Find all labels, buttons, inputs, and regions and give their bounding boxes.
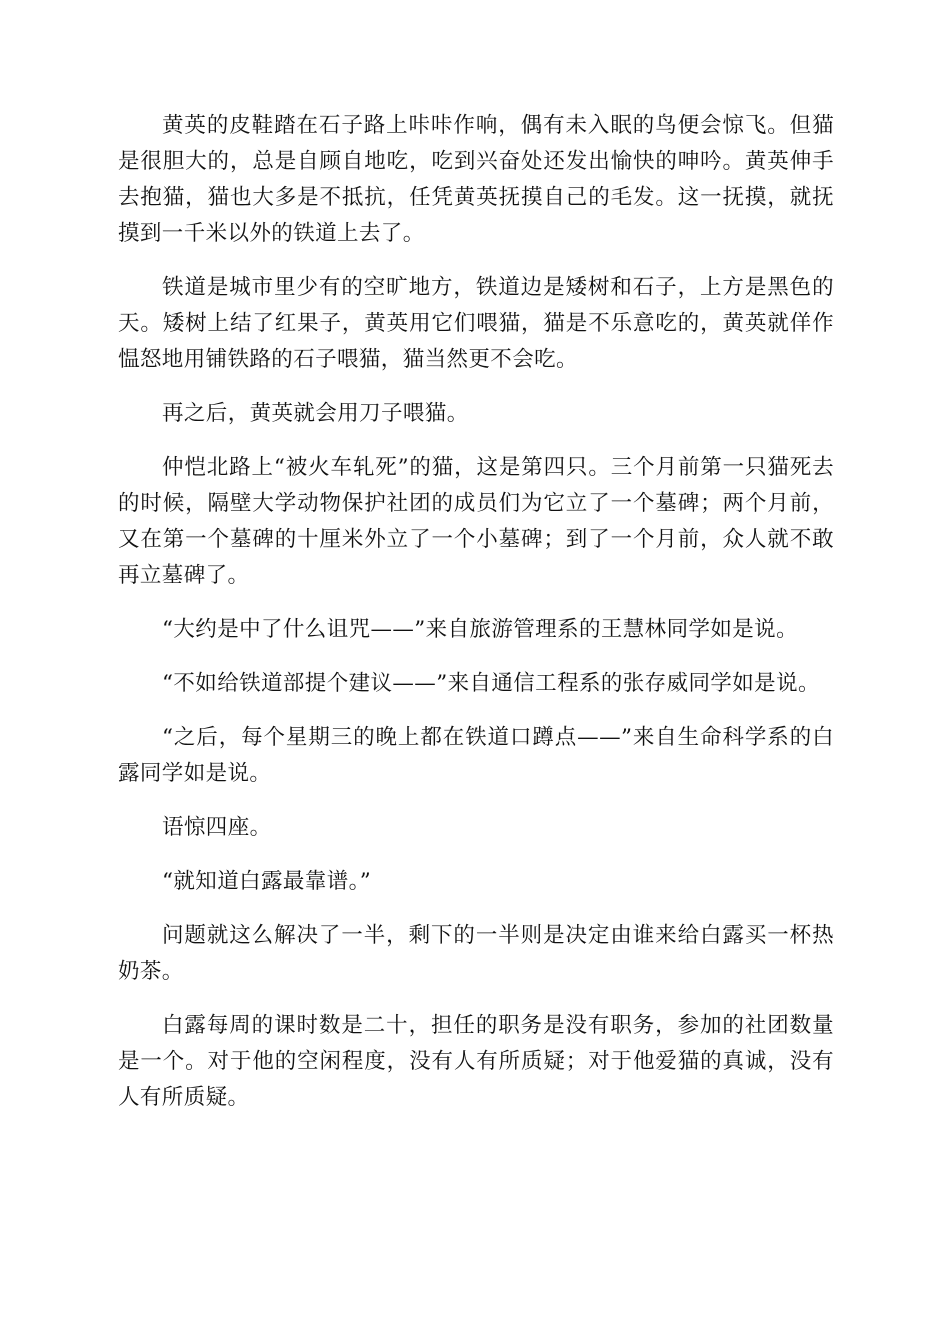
paragraph-3: 再之后，黄英就会用刀子喂猫。 bbox=[162, 401, 469, 426]
document-page bbox=[118, 108, 834, 1134]
paragraph-9: “就知道白露最靠谱。” bbox=[162, 869, 372, 894]
paragraph-7: “之后，每个星期三的晚上都在铁道口蹲点——”来自生命科学系的白露同学如是说。 bbox=[118, 725, 834, 786]
paragraph-5: “大约是中了什么诅咒——”来自旅游管理系的王慧林同学如是说。 bbox=[162, 617, 798, 642]
paragraph-1: 黄英的皮鞋踏在石子路上咔咔作响，偶有未入眠的鸟便会惊飞。但猫是很胆大的，总是自顾自地吃，吃到兴奋处还发出愉快的呻吟。黄英伸手去抱猫，猫也大多是不抵抗，任凭黄英抚摸自己的毛发。这一抚摸，就抚摸到一千米以外的铁道上去了。 bbox=[118, 113, 834, 246]
paragraph-2: 铁道是城市里少有的空旷地方，铁道边是矮树和石子，上方是黑色的天。矮树上结了红果子，黄英用它们喂猫，猫是不乐意吃的，黄英就佯作愠怒地用铺铁路的石子喂猫，猫当然更不会吃。 bbox=[118, 275, 834, 372]
paragraph-10: 问题就这么解决了一半，剩下的一半则是决定由谁来给白露买一杯热奶茶。 bbox=[118, 923, 834, 984]
paragraph-11: 白露每周的课时数是二十，担任的职务是没有职务，参加的社团数量是一个。对于他的空闲程度，没有人有所质疑；对于他爱猫的真诚，没有人有所质疑。 bbox=[118, 1013, 834, 1110]
paragraph-4: 仲恺北路上“被火车轧死”的猫，这是第四只。三个月前第一只猫死去的时候，隔壁大学动物保护社团的成员们为它立了一个墓碑；两个月前，又在第一个墓碑的十厘米外立了一个小墓碑；到了一个月前，众人就不敢再立墓碑了。 bbox=[118, 455, 834, 588]
paragraph-6: “不如给铁道部提个建议——”来自通信工程系的张存威同学如是说。 bbox=[162, 671, 820, 696]
paragraph-8: 语惊四座。 bbox=[162, 815, 272, 840]
